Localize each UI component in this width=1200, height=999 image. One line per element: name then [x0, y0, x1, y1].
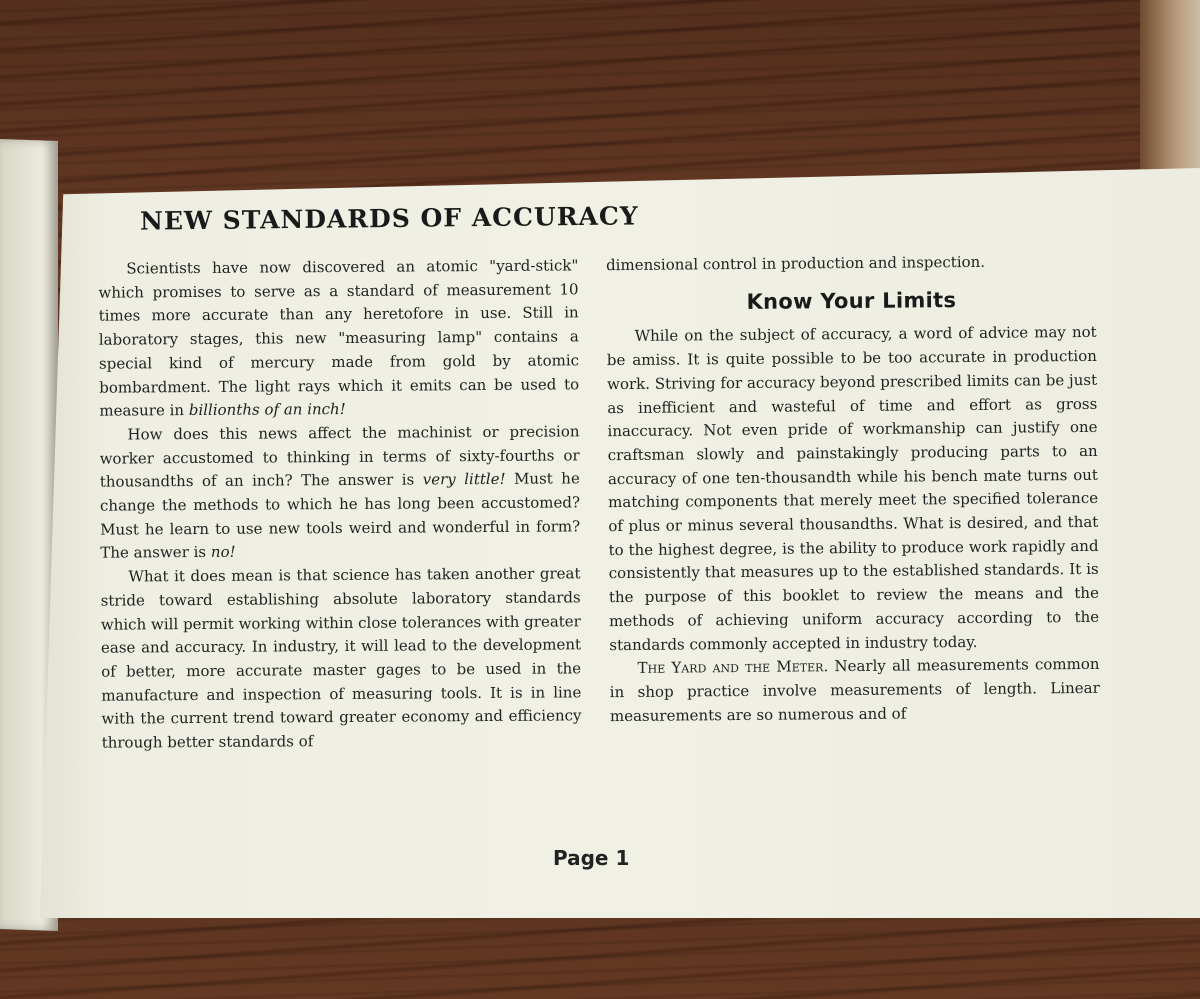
emphasis-billionths: billionths of an inch! — [188, 400, 346, 420]
left-column — [98, 254, 581, 755]
emphasis-very-little: very little! — [422, 470, 506, 489]
paragraph-yard-and-meter: The Yard and the Meter. Nearly all measurements common in shop practice involve measurements of length. Linear measurements are so numerous and of — [609, 655, 1100, 725]
page-title: NEW STANDARDS OF ACCURACY — [139, 201, 639, 236]
emphasis-no: no! — [210, 543, 236, 562]
background-wood-edge — [1140, 0, 1200, 170]
paragraph-continued: dimensional control in production and inspection. — [605, 252, 986, 275]
paragraph-atomic-yardstick: Scientists have now discovered an atomic "yard-stick" which promises to serve as a standard of measurement 10 times more accurate than any heretofore in use. Still in laboratory stages, this new "measuring lamp" contains a special kind of mercury made from gold by atomic bombardment. The light rays which it emits can be used to measure in billionths of an inch! — [98, 256, 580, 420]
paragraph-news-affect: How does this news affect the machinist or precision worker accustomed to thinking in terms of sixty-fourths or thousandths of an inch? The answer is very little! Must he change the methods to which he has long been accustomed? Must he learn to use new tools weird and wonderful in form? The answer is no! — [99, 422, 581, 563]
run-in-heading-yard-meter: The Yard and the Meter. — [637, 657, 829, 678]
page-number: Page 1 — [553, 846, 630, 870]
right-column — [606, 250, 1100, 729]
section-heading-know-your-limits: Know Your Limits — [746, 287, 957, 314]
paragraph-science-stride: What it does mean is that science has taken another great stride toward establishing absolute laboratory standards which will permit working within close tolerances with greater ease and accuracy. In industry, it will lead to the development of better, more accurate master gages to be used in the manufacture and inspection of measuring tools. It is in line with the current trend toward greater economy and efficiency through better standards of — [100, 564, 582, 752]
paragraph-accuracy-advice: While on the subject of accuracy, a word of advice may not be amiss. It is quite possible to be too accurate in production work. Striving for accuracy beyond prescribed limits can be just as inefficient and wasteful of time and effort as gross inaccuracy. Not even pride of workmanship can justify one craftsman slowly and painstakingly producing parts to an accuracy of one ten-thousandth while his bench mate turns out matching components that merely meet the specified tolerance of plus or minus several thousandths. What is desired, and that to the highest degree, is the ability to produce work rapidly and consistently that measures up to the established standards. It is the purpose of this booklet to review the means and the methods of achieving uniform accuracy according to the standards commonly accepted in industry today. — [606, 323, 1100, 654]
